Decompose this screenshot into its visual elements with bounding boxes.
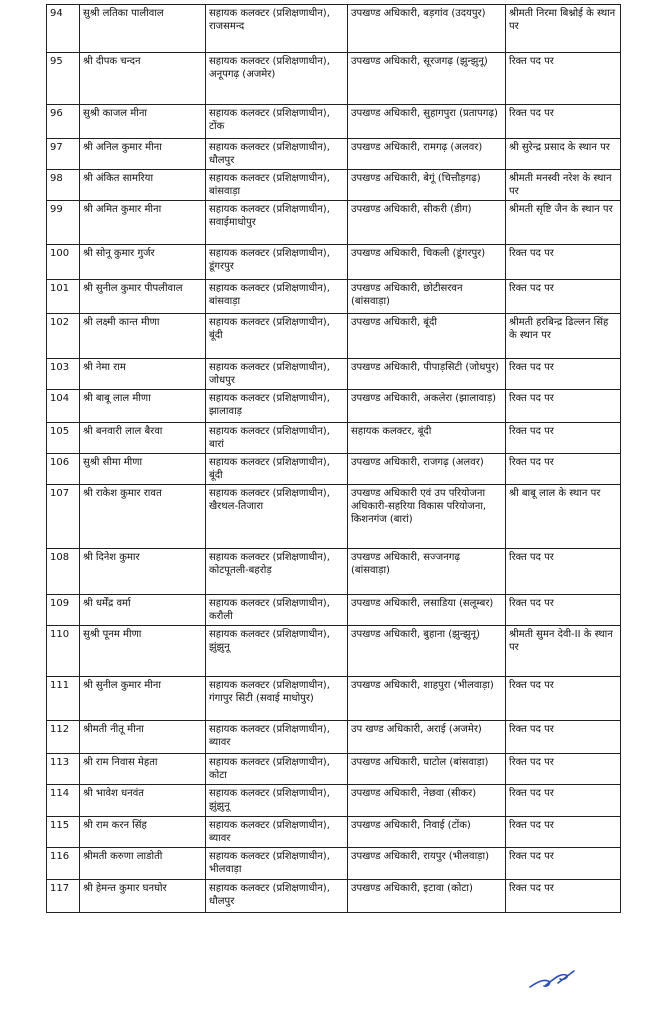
cell-remark: रिक्त पद पर bbox=[506, 754, 621, 785]
cell-remark: रिक्त पद पर bbox=[506, 848, 621, 880]
cell-name: श्री दिनेश कुमार bbox=[80, 549, 206, 595]
cell-from: सहायक कलक्टर (प्रशिक्षणाधीन), झालावाड़ bbox=[206, 390, 348, 423]
cell-remark: श्री बाबू लाल के स्थान पर bbox=[506, 485, 621, 549]
cell-name: श्री भावेश धनवंत bbox=[80, 785, 206, 817]
table-row bbox=[47, 170, 621, 201]
cell-name: श्री सुनील कुमार पीपलीवाल bbox=[80, 280, 206, 314]
cell-no: 100 bbox=[47, 245, 80, 280]
table-row bbox=[47, 139, 621, 170]
cell-to: सहायक कलक्टर, बूंदी bbox=[348, 423, 506, 454]
cell-remark: रिक्त पद पर bbox=[506, 280, 621, 314]
cell-no: 108 bbox=[47, 549, 80, 595]
cell-name: सुश्री लतिका पालीवाल bbox=[80, 5, 206, 53]
cell-no: 98 bbox=[47, 170, 80, 201]
cell-from: सहायक कलक्टर (प्रशिक्षणाधीन), झुंझुनू bbox=[206, 626, 348, 677]
cell-remark: रिक्त पद पर bbox=[506, 677, 621, 721]
table-row bbox=[47, 105, 621, 139]
cell-remark: रिक्त पद पर bbox=[506, 245, 621, 280]
cell-name: श्री नेमा राम bbox=[80, 359, 206, 390]
table-row bbox=[47, 5, 621, 53]
cell-no: 114 bbox=[47, 785, 80, 817]
cell-from: सहायक कलक्टर (प्रशिक्षणाधीन), ब्यावर bbox=[206, 817, 348, 848]
cell-from: सहायक कलक्टर (प्रशिक्षणाधीन), बूंदी bbox=[206, 314, 348, 359]
cell-remark: रिक्त पद पर bbox=[506, 390, 621, 423]
cell-to: उपखण्ड अधिकारी एवं उप परियोजना अधिकारी-सहरिया विकास परियोजना, किशनगंज (बारां) bbox=[348, 485, 506, 549]
cell-to: उपखण्ड अधिकारी, शाहपुरा (भीलवाड़ा) bbox=[348, 677, 506, 721]
cell-name: श्रीमती नीतू मीना bbox=[80, 721, 206, 754]
cell-remark: रिक्त पद पर bbox=[506, 817, 621, 848]
table-row bbox=[47, 280, 621, 314]
table-row bbox=[47, 53, 621, 105]
cell-name: श्री अनिल कुमार मीना bbox=[80, 139, 206, 170]
cell-to: उपखण्ड अधिकारी, घाटोल (बांसवाड़ा) bbox=[348, 754, 506, 785]
cell-remark: रिक्त पद पर bbox=[506, 721, 621, 754]
cell-to: उपखण्ड अधिकारी, इटावा (कोटा) bbox=[348, 880, 506, 913]
cell-to: उपखण्ड अधिकारी, सूरजगढ़ (झुन्झुनू) bbox=[348, 53, 506, 105]
cell-name: श्री बाबू लाल मीणा bbox=[80, 390, 206, 423]
transfer-order-table bbox=[46, 4, 621, 913]
cell-no: 107 bbox=[47, 485, 80, 549]
table-row bbox=[47, 754, 621, 785]
cell-from: सहायक कलक्टर (प्रशिक्षणाधीन), राजसमन्द bbox=[206, 5, 348, 53]
table-row bbox=[47, 454, 621, 485]
cell-from: सहायक कलक्टर (प्रशिक्षणाधीन), करौली bbox=[206, 595, 348, 626]
table-row bbox=[47, 785, 621, 817]
cell-no: 111 bbox=[47, 677, 80, 721]
cell-to: उपखण्ड अधिकारी, सुहागपुरा (प्रतापगढ़) bbox=[348, 105, 506, 139]
cell-to: उपखण्ड अधिकारी, सज्जनगढ़ (बांसवाड़ा) bbox=[348, 549, 506, 595]
cell-remark: श्रीमती हरबिन्द्र ढिल्लन सिंह के स्थान पर bbox=[506, 314, 621, 359]
cell-name: सुश्री पूनम मीणा bbox=[80, 626, 206, 677]
cell-name: श्री दीपक चन्दन bbox=[80, 53, 206, 105]
table-row bbox=[47, 423, 621, 454]
table-row bbox=[47, 390, 621, 423]
table-row bbox=[47, 314, 621, 359]
cell-to: उपखण्ड अधिकारी, बूंदी bbox=[348, 314, 506, 359]
table-row bbox=[47, 359, 621, 390]
cell-from: सहायक कलक्टर (प्रशिक्षणाधीन), खैरथल-तिजारा bbox=[206, 485, 348, 549]
table-row bbox=[47, 245, 621, 280]
cell-name: श्री हेमन्त कुमार घनघोर bbox=[80, 880, 206, 913]
cell-remark: रिक्त पद पर bbox=[506, 595, 621, 626]
cell-name: सुश्री काजल मीना bbox=[80, 105, 206, 139]
cell-remark: रिक्त पद पर bbox=[506, 359, 621, 390]
table-row bbox=[47, 626, 621, 677]
cell-to: उपखण्ड अधिकारी, चिकली (डूंगरपुर) bbox=[348, 245, 506, 280]
cell-remark: श्री सुरेन्द्र प्रसाद के स्थान पर bbox=[506, 139, 621, 170]
cell-from: सहायक कलक्टर (प्रशिक्षणाधीन), कोटा bbox=[206, 754, 348, 785]
signature-mark bbox=[528, 965, 578, 991]
cell-from: सहायक कलक्टर (प्रशिक्षणाधीन), टोंक bbox=[206, 105, 348, 139]
cell-remark: श्रीमती सृष्टि जैन के स्थान पर bbox=[506, 201, 621, 245]
cell-no: 115 bbox=[47, 817, 80, 848]
cell-to: उपखण्ड अधिकारी, अकलेरा (झालावाड़) bbox=[348, 390, 506, 423]
table-row bbox=[47, 848, 621, 880]
cell-to: उपखण्ड अधिकारी, निवाई (टोंक) bbox=[348, 817, 506, 848]
cell-to: उपखण्ड अधिकारी, नेछवा (सीकर) bbox=[348, 785, 506, 817]
cell-no: 105 bbox=[47, 423, 80, 454]
cell-name: श्री राम करन सिंह bbox=[80, 817, 206, 848]
cell-no: 112 bbox=[47, 721, 80, 754]
cell-no: 116 bbox=[47, 848, 80, 880]
cell-remark: रिक्त पद पर bbox=[506, 53, 621, 105]
cell-no: 117 bbox=[47, 880, 80, 913]
cell-name: श्री लक्ष्मी कान्त मीणा bbox=[80, 314, 206, 359]
cell-from: सहायक कलक्टर (प्रशिक्षणाधीन), बांसवाड़ा bbox=[206, 170, 348, 201]
cell-no: 103 bbox=[47, 359, 80, 390]
cell-remark: रिक्त पद पर bbox=[506, 785, 621, 817]
cell-to: उपखण्ड अधिकारी, छोटीसरवन (बांसवाड़ा) bbox=[348, 280, 506, 314]
cell-remark: रिक्त पद पर bbox=[506, 880, 621, 913]
cell-from: सहायक कलक्टर (प्रशिक्षणाधीन), बूंदी bbox=[206, 454, 348, 485]
cell-from: सहायक कलक्टर (प्रशिक्षणाधीन), डूंगरपुर bbox=[206, 245, 348, 280]
cell-no: 101 bbox=[47, 280, 80, 314]
table-row bbox=[47, 595, 621, 626]
table-row bbox=[47, 549, 621, 595]
cell-from: सहायक कलक्टर (प्रशिक्षणाधीन), बांसवाड़ा bbox=[206, 280, 348, 314]
cell-name: श्री सुनील कुमार मीना bbox=[80, 677, 206, 721]
cell-name: श्री राकेश कुमार रावत bbox=[80, 485, 206, 549]
cell-no: 102 bbox=[47, 314, 80, 359]
cell-remark: श्रीमती निरमा बिश्नोई के स्थान पर bbox=[506, 5, 621, 53]
cell-to: उपखण्ड अधिकारी, रामगढ़ (अलवर) bbox=[348, 139, 506, 170]
cell-to: उपखण्ड अधिकारी, बुहाना (झुन्झुनू) bbox=[348, 626, 506, 677]
cell-from: सहायक कलक्टर (प्रशिक्षणाधीन), धौलपुर bbox=[206, 139, 348, 170]
cell-from: सहायक कलक्टर (प्रशिक्षणाधीन), ब्यावर bbox=[206, 721, 348, 754]
table-row bbox=[47, 880, 621, 913]
cell-to: उपखण्ड अधिकारी, लसाडिया (सलूम्बर) bbox=[348, 595, 506, 626]
cell-no: 99 bbox=[47, 201, 80, 245]
cell-no: 113 bbox=[47, 754, 80, 785]
cell-name: श्री बनवारी लाल बैरवा bbox=[80, 423, 206, 454]
cell-from: सहायक कलक्टर (प्रशिक्षणाधीन), जोधपुर bbox=[206, 359, 348, 390]
cell-no: 109 bbox=[47, 595, 80, 626]
cell-remark: रिक्त पद पर bbox=[506, 454, 621, 485]
cell-remark: रिक्त पद पर bbox=[506, 105, 621, 139]
table-row bbox=[47, 677, 621, 721]
cell-remark: रिक्त पद पर bbox=[506, 549, 621, 595]
cell-name: श्री अंकित सामरिया bbox=[80, 170, 206, 201]
table-row bbox=[47, 817, 621, 848]
cell-name: श्री धर्मेंद्र वर्मा bbox=[80, 595, 206, 626]
table-row bbox=[47, 721, 621, 754]
cell-to: उपखण्ड अधिकारी, रायपुर (भीलवाड़ा) bbox=[348, 848, 506, 880]
cell-remark: श्रीमती मनस्वी नरेश के स्थान पर bbox=[506, 170, 621, 201]
cell-name: श्री अमित कुमार मीना bbox=[80, 201, 206, 245]
cell-no: 95 bbox=[47, 53, 80, 105]
cell-to: उपखण्ड अधिकारी, राजगढ़ (अलवर) bbox=[348, 454, 506, 485]
cell-name: श्री राम निवास मेहता bbox=[80, 754, 206, 785]
cell-no: 110 bbox=[47, 626, 80, 677]
cell-name: श्रीमती करुणा लाडोती bbox=[80, 848, 206, 880]
cell-from: सहायक कलक्टर (प्रशिक्षणाधीन), झुंझुनू bbox=[206, 785, 348, 817]
cell-to: उपखण्ड अधिकारी, बेगूं (चित्तौड़गढ़) bbox=[348, 170, 506, 201]
cell-from: सहायक कलक्टर (प्रशिक्षणाधीन), अनूपगढ़ (अजमेर) bbox=[206, 53, 348, 105]
cell-name: सुश्री सीमा मीणा bbox=[80, 454, 206, 485]
table-row bbox=[47, 485, 621, 549]
cell-remark: श्रीमती सुमन देवी-II के स्थान पर bbox=[506, 626, 621, 677]
cell-from: सहायक कलक्टर (प्रशिक्षणाधीन), बारां bbox=[206, 423, 348, 454]
cell-from: सहायक कलक्टर (प्रशिक्षणाधीन), भीलवाड़ा bbox=[206, 848, 348, 880]
cell-from: सहायक कलक्टर (प्रशिक्षणाधीन), गंगापुर सिटी (सवाई माधोपुर) bbox=[206, 677, 348, 721]
cell-no: 104 bbox=[47, 390, 80, 423]
cell-to: उप खण्ड अधिकारी, अराई (अजमेर) bbox=[348, 721, 506, 754]
table-row bbox=[47, 201, 621, 245]
cell-to: उपखण्ड अधिकारी, बड़गांव (उदयपुर) bbox=[348, 5, 506, 53]
cell-no: 96 bbox=[47, 105, 80, 139]
cell-no: 106 bbox=[47, 454, 80, 485]
cell-no: 94 bbox=[47, 5, 80, 53]
cell-to: उपखण्ड अधिकारी, सीकरी (डीग) bbox=[348, 201, 506, 245]
cell-name: श्री सोनू कुमार गुर्जर bbox=[80, 245, 206, 280]
table-body bbox=[47, 5, 621, 913]
cell-from: सहायक कलक्टर (प्रशिक्षणाधीन), धौलपुर bbox=[206, 880, 348, 913]
cell-remark: रिक्त पद पर bbox=[506, 423, 621, 454]
cell-to: उपखण्ड अधिकारी, पीपाड़सिटी (जोधपुर) bbox=[348, 359, 506, 390]
cell-no: 97 bbox=[47, 139, 80, 170]
cell-from: सहायक कलक्टर (प्रशिक्षणाधीन), कोटपूतली-बहरोड़ bbox=[206, 549, 348, 595]
cell-from: सहायक कलक्टर (प्रशिक्षणाधीन), सवाईमाधोपुर bbox=[206, 201, 348, 245]
